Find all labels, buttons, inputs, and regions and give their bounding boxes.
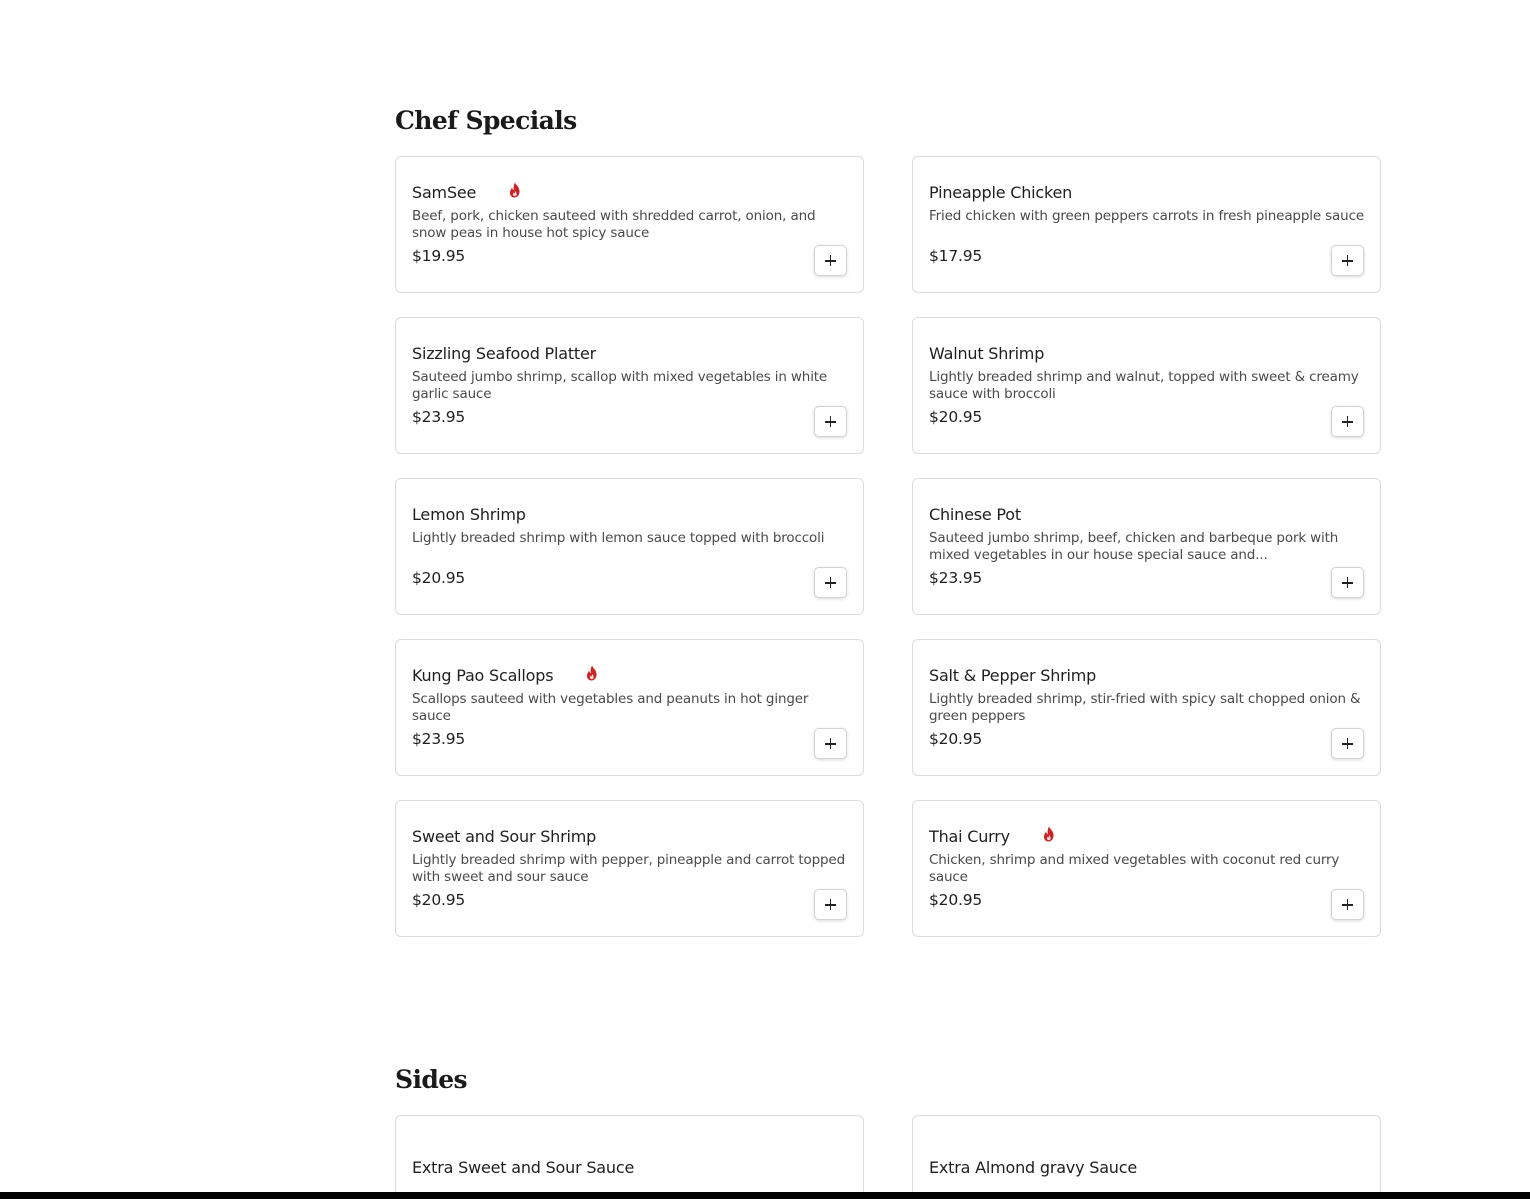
plus-icon bbox=[825, 255, 836, 266]
item-header bbox=[929, 826, 1364, 846]
add-to-cart-button[interactable] bbox=[814, 889, 847, 920]
item-header bbox=[412, 665, 847, 685]
add-to-cart-button[interactable] bbox=[814, 245, 847, 276]
item-name: Kung Pao Scallops bbox=[412, 665, 554, 685]
plus-icon bbox=[825, 899, 836, 910]
item-name: Walnut Shrimp bbox=[929, 343, 1045, 363]
menu-item-card[interactable] bbox=[395, 156, 864, 293]
add-to-cart-button[interactable] bbox=[1331, 728, 1364, 759]
add-to-cart-button[interactable] bbox=[814, 728, 847, 759]
item-price: $20.95 bbox=[929, 891, 983, 909]
item-price: $20.95 bbox=[929, 408, 983, 426]
item-name: Sweet and Sour Shrimp bbox=[412, 826, 597, 846]
item-header bbox=[929, 182, 1364, 202]
plus-icon bbox=[825, 577, 836, 588]
item-header bbox=[412, 504, 847, 524]
spicy-icon bbox=[1042, 826, 1056, 842]
item-price: $23.95 bbox=[412, 730, 466, 748]
add-to-cart-button[interactable] bbox=[814, 406, 847, 437]
menu-item-card[interactable] bbox=[912, 1115, 1381, 1199]
item-price: $23.95 bbox=[929, 569, 983, 587]
menu-item-card[interactable] bbox=[395, 800, 864, 937]
item-header bbox=[929, 665, 1364, 685]
item-name: Extra Almond gravy Sauce bbox=[929, 1157, 1137, 1177]
add-to-cart-button[interactable] bbox=[814, 567, 847, 598]
item-price: $20.95 bbox=[929, 730, 983, 748]
item-header bbox=[929, 504, 1364, 524]
spicy-icon bbox=[585, 665, 599, 681]
chef-specials-section bbox=[395, 104, 1381, 937]
item-header bbox=[412, 826, 847, 846]
spicy-icon bbox=[508, 182, 522, 198]
plus-icon bbox=[1342, 416, 1353, 427]
item-header bbox=[929, 1157, 1364, 1177]
plus-icon bbox=[1342, 255, 1353, 266]
item-description: Scallops sauteed with vegetables and peanuts in hot ginger sauce bbox=[412, 691, 809, 724]
menu-grid bbox=[395, 156, 1381, 937]
menu-item-card[interactable] bbox=[912, 478, 1381, 615]
menu-item-card[interactable] bbox=[395, 478, 864, 615]
item-description: Chicken, shrimp and mixed vegetables with coconut red curry sauce bbox=[929, 852, 1340, 885]
item-name: Salt & Pepper Shrimp bbox=[929, 665, 1097, 685]
menu-item-card[interactable] bbox=[395, 317, 864, 454]
item-description: Sauteed jumbo shrimp, scallop with mixed vegetables in white garlic sauce bbox=[412, 369, 828, 402]
plus-icon bbox=[1342, 577, 1353, 588]
item-header bbox=[412, 343, 847, 363]
item-name: Thai Curry bbox=[929, 826, 1010, 846]
item-description: Lightly breaded shrimp with pepper, pineapple and carrot topped with sweet and sour sauce bbox=[412, 852, 845, 885]
plus-icon bbox=[825, 738, 836, 749]
add-to-cart-button[interactable] bbox=[1331, 889, 1364, 920]
item-header bbox=[412, 1157, 847, 1177]
item-price: $17.95 bbox=[929, 247, 983, 265]
menu-item-card[interactable] bbox=[912, 800, 1381, 937]
item-name: Lemon Shrimp bbox=[412, 504, 526, 524]
section-title: Chef Specials bbox=[395, 106, 577, 135]
item-price: $23.95 bbox=[412, 408, 466, 426]
item-price: $20.95 bbox=[412, 891, 466, 909]
plus-icon bbox=[1342, 738, 1353, 749]
add-to-cart-button[interactable] bbox=[1331, 567, 1364, 598]
item-name: Extra Sweet and Sour Sauce bbox=[412, 1157, 635, 1177]
item-description: Lightly breaded shrimp with lemon sauce topped with broccoli bbox=[412, 530, 825, 546]
item-description: Lightly breaded shrimp and walnut, topped with sweet & creamy sauce with broccoli bbox=[929, 369, 1359, 402]
item-price: $20.95 bbox=[412, 569, 466, 587]
menu-item-card[interactable] bbox=[912, 156, 1381, 293]
item-name: Chinese Pot bbox=[929, 504, 1021, 524]
menu-grid bbox=[395, 1115, 1381, 1199]
add-to-cart-button[interactable] bbox=[1331, 245, 1364, 276]
menu-item-card[interactable] bbox=[912, 639, 1381, 776]
add-to-cart-button[interactable] bbox=[1331, 406, 1364, 437]
item-description: Sauteed jumbo shrimp, beef, chicken and barbeque pork with mixed vegetables in our house special sauce and... bbox=[929, 530, 1339, 563]
plus-icon bbox=[1342, 899, 1353, 910]
section-title: Sides bbox=[395, 1065, 468, 1094]
item-name: Sizzling Seafood Platter bbox=[412, 343, 596, 363]
item-name: SamSee bbox=[412, 182, 477, 202]
item-description: Lightly breaded shrimp, stir-fried with spicy salt chopped onion & green peppers bbox=[929, 691, 1361, 724]
menu-item-card[interactable] bbox=[395, 639, 864, 776]
item-header bbox=[412, 182, 847, 202]
item-price: $19.95 bbox=[412, 247, 466, 265]
item-description: Fried chicken with green peppers carrots in fresh pineapple sauce bbox=[929, 208, 1364, 224]
plus-icon bbox=[825, 416, 836, 427]
menu-item-card[interactable] bbox=[912, 317, 1381, 454]
sides-section bbox=[395, 1063, 1381, 1199]
item-name: Pineapple Chicken bbox=[929, 182, 1073, 202]
menu-item-card[interactable] bbox=[395, 1115, 864, 1199]
bottom-bar bbox=[0, 1192, 1530, 1199]
item-description: Beef, pork, chicken sauteed with shredded carrot, onion, and snow peas in house hot spicy sauce bbox=[412, 208, 816, 241]
item-header bbox=[929, 343, 1364, 363]
